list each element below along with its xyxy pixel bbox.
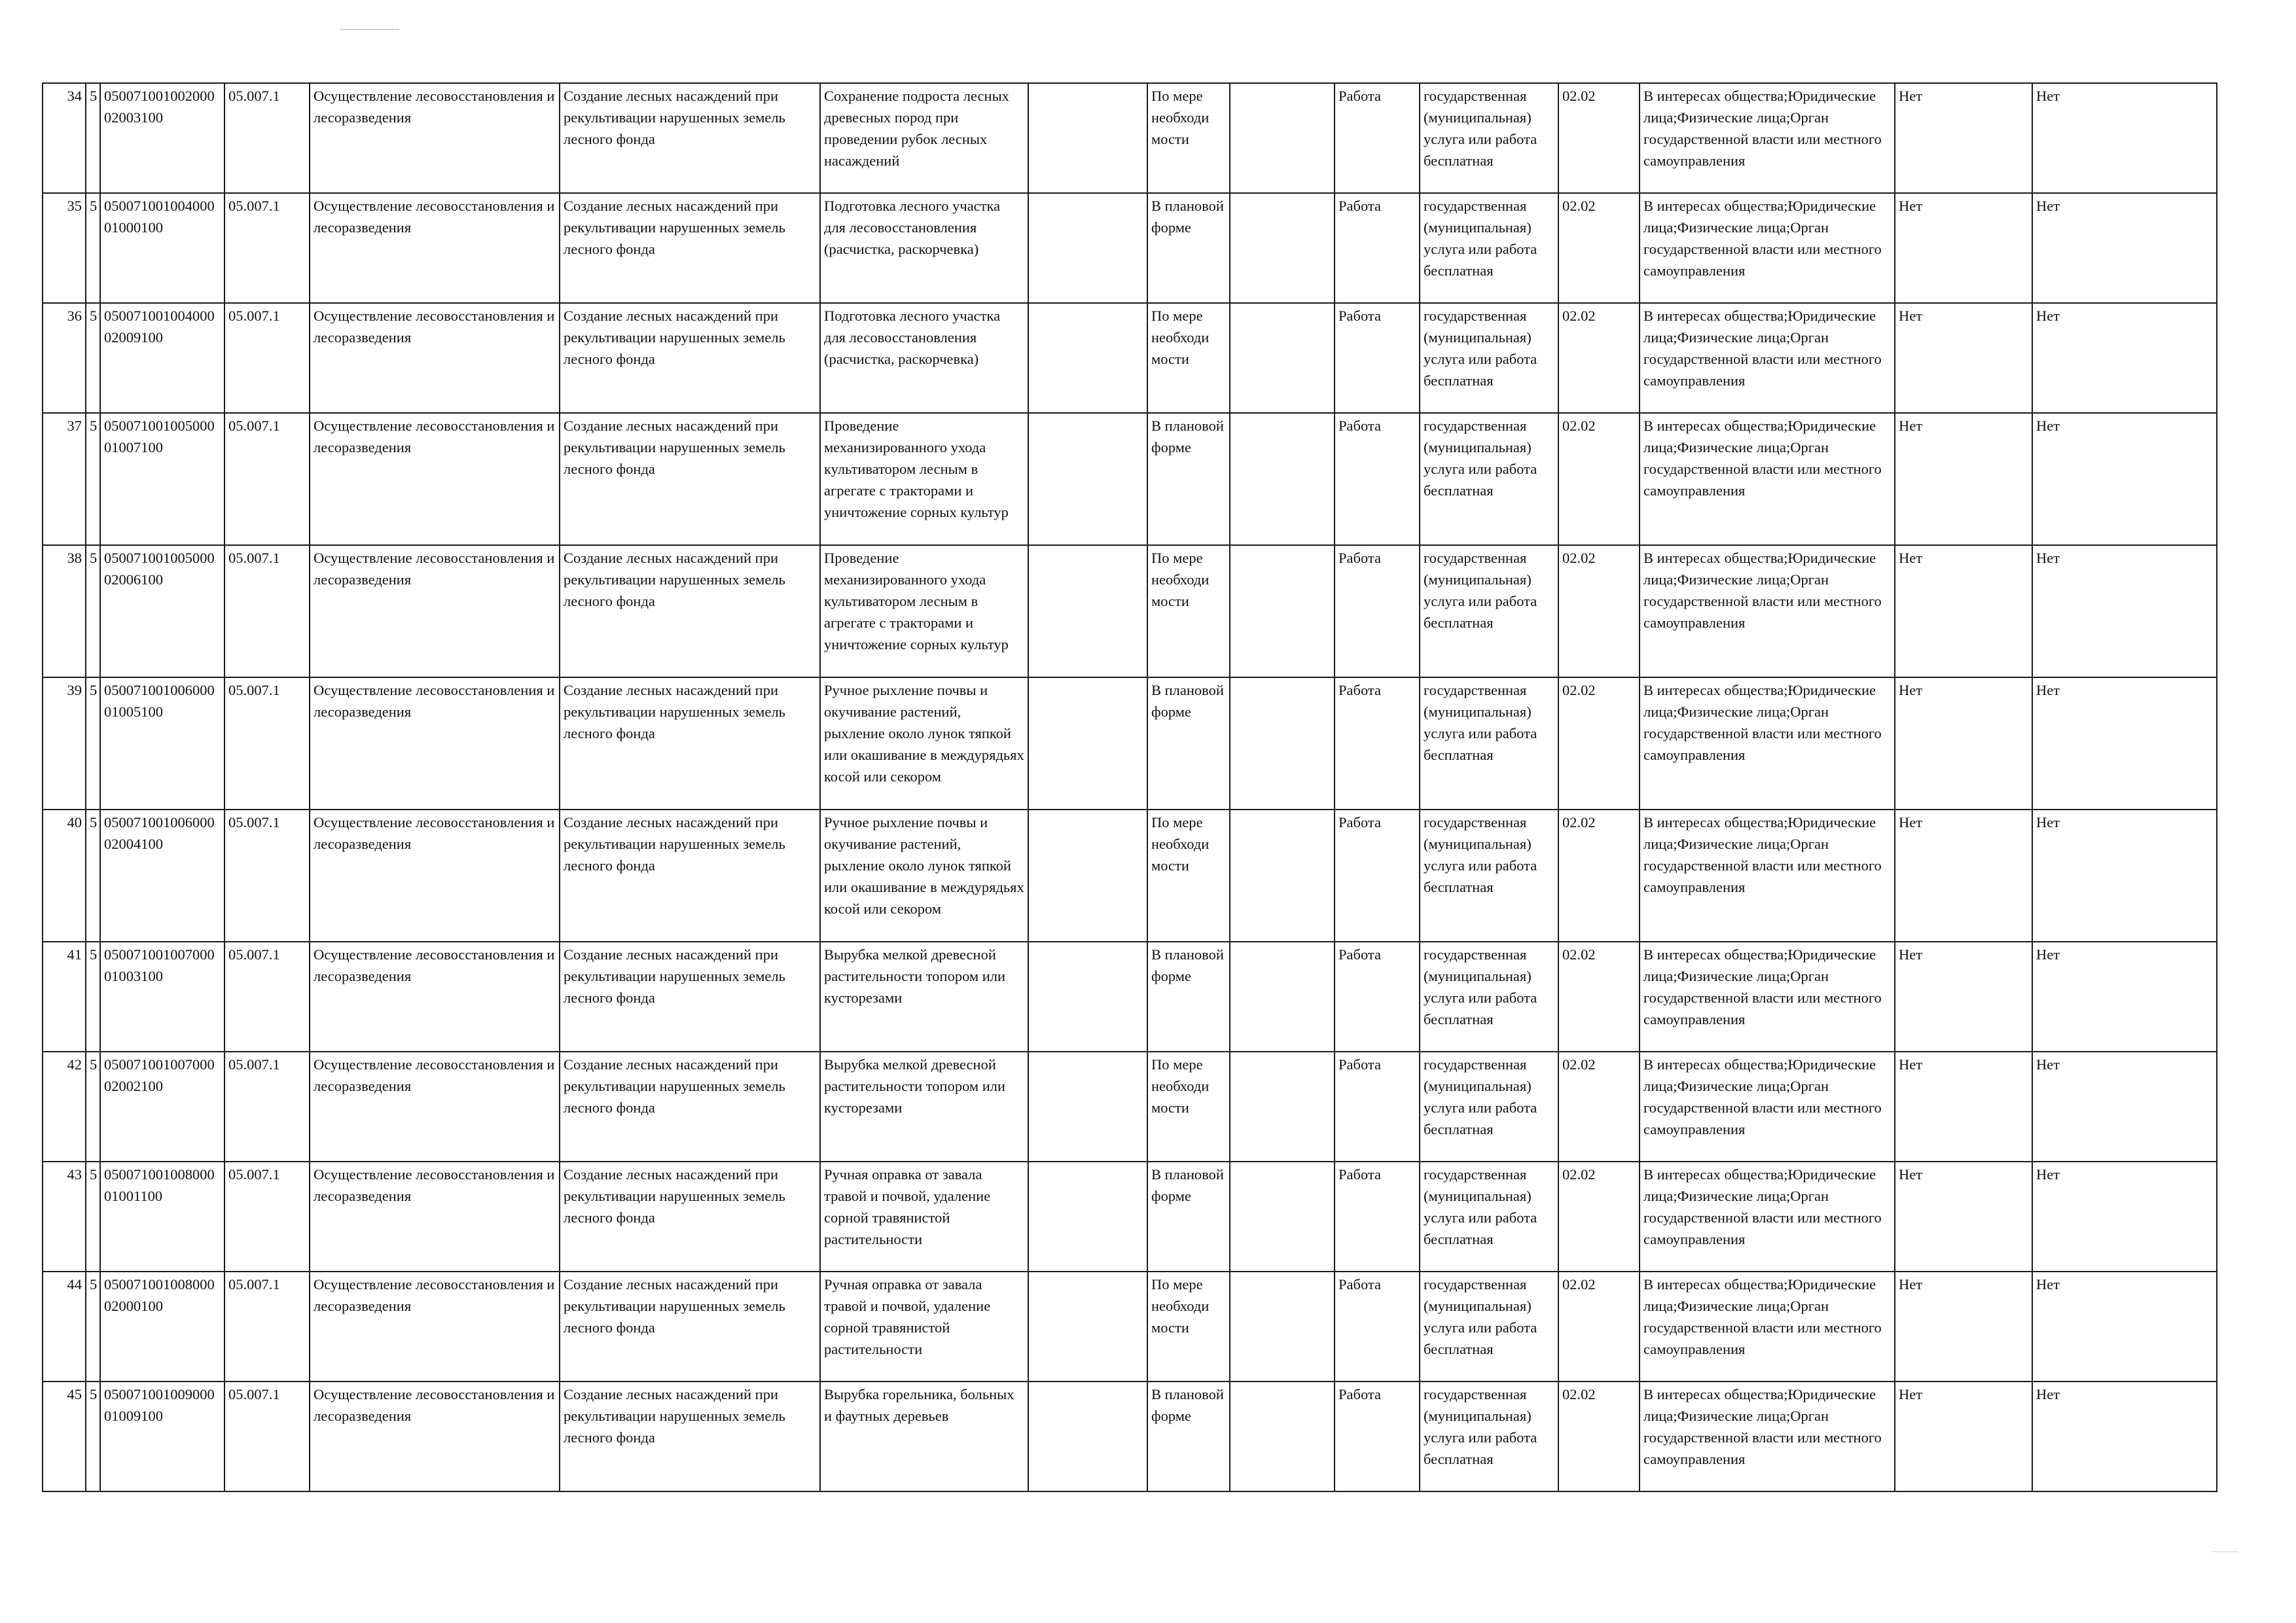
row-number: 39 <box>43 677 86 810</box>
row-level: 5 <box>86 1382 100 1491</box>
condition-cell <box>1028 545 1147 677</box>
content-secondary: Вырубка мелкой древесной растительности топором или кусторезами <box>820 942 1028 1052</box>
consumer-categories: В интересах общества;Юридические лица;Физические лица;Орган государственной власти или местного самоуправления <box>1640 413 1895 545</box>
table-row <box>43 545 2217 677</box>
condition-cell <box>1028 942 1147 1052</box>
content-secondary: Подготовка лесного участка для лесовосстановления (расчистка, раскорчевка) <box>820 193 1028 303</box>
registry-code: 05007100100800002000100 <box>100 1272 224 1382</box>
classifier-code: 02.02 <box>1558 942 1640 1052</box>
service-type: Работа <box>1335 1052 1420 1162</box>
condition-cell <box>1028 413 1147 545</box>
service-category: государственная (муниципальная) услуга или работа бесплатная <box>1420 303 1558 413</box>
row-level: 5 <box>86 413 100 545</box>
service-type: Работа <box>1335 1272 1420 1382</box>
flag-one: Нет <box>1895 677 2032 810</box>
table-row <box>43 1382 2217 1491</box>
extra-cell <box>1230 303 1335 413</box>
flag-two: Нет <box>2032 677 2217 810</box>
service-category: государственная (муниципальная) услуга или работа бесплатная <box>1420 1052 1558 1162</box>
classifier-code: 02.02 <box>1558 1382 1640 1491</box>
activity-kind: Осуществление лесовосстановления и лесоразведения <box>310 1272 560 1382</box>
content-secondary: Ручное рыхление почвы и окучивание растений, рыхление около лунок тяпкой или окашивание в междурядьях косой или секором <box>820 810 1028 942</box>
scan-mark-right <box>2212 1551 2238 1552</box>
table-row <box>43 1272 2217 1382</box>
flag-one: Нет <box>1895 303 2032 413</box>
activity-kind: Осуществление лесовосстановления и лесоразведения <box>310 942 560 1052</box>
provision-form: По мере необходи мости <box>1147 303 1230 413</box>
flag-two: Нет <box>2032 1162 2217 1272</box>
row-level: 5 <box>86 83 100 193</box>
okved-code: 05.007.1 <box>224 1162 310 1272</box>
okved-code: 05.007.1 <box>224 1382 310 1491</box>
service-category: государственная (муниципальная) услуга или работа бесплатная <box>1420 193 1558 303</box>
content-primary: Создание лесных насаждений при рекультивации нарушенных земель лесного фонда <box>560 1272 820 1382</box>
activity-kind: Осуществление лесовосстановления и лесоразведения <box>310 1052 560 1162</box>
row-number: 43 <box>43 1162 86 1272</box>
condition-cell <box>1028 83 1147 193</box>
consumer-categories: В интересах общества;Юридические лица;Физические лица;Орган государственной власти или местного самоуправления <box>1640 1052 1895 1162</box>
registry-code: 05007100100900001009100 <box>100 1382 224 1491</box>
activity-kind: Осуществление лесовосстановления и лесоразведения <box>310 193 560 303</box>
content-secondary: Вырубка мелкой древесной растительности топором или кусторезами <box>820 1052 1028 1162</box>
content-primary: Создание лесных насаждений при рекультивации нарушенных земель лесного фонда <box>560 193 820 303</box>
okved-code: 05.007.1 <box>224 810 310 942</box>
extra-cell <box>1230 677 1335 810</box>
provision-form: В плановой форме <box>1147 413 1230 545</box>
extra-cell <box>1230 83 1335 193</box>
table-row <box>43 413 2217 545</box>
activity-kind: Осуществление лесовосстановления и лесоразведения <box>310 413 560 545</box>
okved-code: 05.007.1 <box>224 677 310 810</box>
service-type: Работа <box>1335 1162 1420 1272</box>
row-level: 5 <box>86 193 100 303</box>
registry-code: 05007100100500002006100 <box>100 545 224 677</box>
flag-two: Нет <box>2032 545 2217 677</box>
provision-form: По мере необходи мости <box>1147 545 1230 677</box>
classifier-code: 02.02 <box>1558 1052 1640 1162</box>
row-level: 5 <box>86 545 100 677</box>
content-primary: Создание лесных насаждений при рекультивации нарушенных земель лесного фонда <box>560 1162 820 1272</box>
consumer-categories: В интересах общества;Юридические лица;Физические лица;Орган государственной власти или местного самоуправления <box>1640 810 1895 942</box>
condition-cell <box>1028 677 1147 810</box>
service-category: государственная (муниципальная) услуга или работа бесплатная <box>1420 942 1558 1052</box>
provision-form: В плановой форме <box>1147 1382 1230 1491</box>
service-type: Работа <box>1335 942 1420 1052</box>
table-row <box>43 810 2217 942</box>
content-primary: Создание лесных насаждений при рекультивации нарушенных земель лесного фонда <box>560 83 820 193</box>
extra-cell <box>1230 1162 1335 1272</box>
flag-two: Нет <box>2032 1272 2217 1382</box>
content-primary: Создание лесных насаждений при рекультивации нарушенных земель лесного фонда <box>560 303 820 413</box>
classifier-code: 02.02 <box>1558 810 1640 942</box>
flag-one: Нет <box>1895 810 2032 942</box>
classifier-code: 02.02 <box>1558 1162 1640 1272</box>
service-category: государственная (муниципальная) услуга или работа бесплатная <box>1420 1162 1558 1272</box>
flag-one: Нет <box>1895 83 2032 193</box>
table-row <box>43 677 2217 810</box>
provision-form: В плановой форме <box>1147 193 1230 303</box>
consumer-categories: В интересах общества;Юридические лица;Физические лица;Орган государственной власти или местного самоуправления <box>1640 303 1895 413</box>
row-number: 40 <box>43 810 86 942</box>
flag-one: Нет <box>1895 1382 2032 1491</box>
consumer-categories: В интересах общества;Юридические лица;Физические лица;Орган государственной власти или местного самоуправления <box>1640 83 1895 193</box>
condition-cell <box>1028 1272 1147 1382</box>
row-number: 35 <box>43 193 86 303</box>
content-secondary: Подготовка лесного участка для лесовосстановления (расчистка, раскорчевка) <box>820 303 1028 413</box>
classifier-code: 02.02 <box>1558 545 1640 677</box>
table-row <box>43 303 2217 413</box>
content-secondary: Проведение механизированного ухода культиватором лесным в агрегате с тракторами и уничтожение сорных культур <box>820 413 1028 545</box>
okved-code: 05.007.1 <box>224 942 310 1052</box>
registry-code: 05007100100400002009100 <box>100 303 224 413</box>
activity-kind: Осуществление лесовосстановления и лесоразведения <box>310 545 560 677</box>
table-row <box>43 193 2217 303</box>
flag-two: Нет <box>2032 1382 2217 1491</box>
extra-cell <box>1230 193 1335 303</box>
condition-cell <box>1028 303 1147 413</box>
table-row <box>43 1162 2217 1272</box>
extra-cell <box>1230 1052 1335 1162</box>
flag-two: Нет <box>2032 193 2217 303</box>
row-number: 45 <box>43 1382 86 1491</box>
registry-code: 05007100100600001005100 <box>100 677 224 810</box>
flag-one: Нет <box>1895 1052 2032 1162</box>
content-primary: Создание лесных насаждений при рекультивации нарушенных земель лесного фонда <box>560 677 820 810</box>
classifier-code: 02.02 <box>1558 83 1640 193</box>
condition-cell <box>1028 1162 1147 1272</box>
content-secondary: Вырубка горельника, больных и фаутных деревьев <box>820 1382 1028 1491</box>
extra-cell <box>1230 810 1335 942</box>
provision-form: По мере необходи мости <box>1147 83 1230 193</box>
registry-code: 05007100100500001007100 <box>100 413 224 545</box>
content-secondary: Ручное рыхление почвы и окучивание растений, рыхление около лунок тяпкой или окашивание в междурядьях косой или секором <box>820 677 1028 810</box>
okved-code: 05.007.1 <box>224 83 310 193</box>
service-category: государственная (муниципальная) услуга или работа бесплатная <box>1420 810 1558 942</box>
registry-code: 05007100100800001001100 <box>100 1162 224 1272</box>
flag-two: Нет <box>2032 810 2217 942</box>
registry-table-body <box>43 83 2217 1491</box>
row-number: 37 <box>43 413 86 545</box>
consumer-categories: В интересах общества;Юридические лица;Физические лица;Орган государственной власти или местного самоуправления <box>1640 1162 1895 1272</box>
registry-code: 05007100100600002004100 <box>100 810 224 942</box>
flag-one: Нет <box>1895 545 2032 677</box>
flag-one: Нет <box>1895 942 2032 1052</box>
row-number: 38 <box>43 545 86 677</box>
content-primary: Создание лесных насаждений при рекультивации нарушенных земель лесного фонда <box>560 545 820 677</box>
row-level: 5 <box>86 810 100 942</box>
condition-cell <box>1028 810 1147 942</box>
provision-form: В плановой форме <box>1147 677 1230 810</box>
classifier-code: 02.02 <box>1558 1272 1640 1382</box>
service-type: Работа <box>1335 1382 1420 1491</box>
okved-code: 05.007.1 <box>224 193 310 303</box>
consumer-categories: В интересах общества;Юридические лица;Физические лица;Орган государственной власти или местного самоуправления <box>1640 942 1895 1052</box>
content-secondary: Проведение механизированного ухода культиватором лесным в агрегате с тракторами и уничтожение сорных культур <box>820 545 1028 677</box>
content-secondary: Ручная оправка от завала травой и почвой, удаление сорной травянистой растительности <box>820 1272 1028 1382</box>
service-category: государственная (муниципальная) услуга или работа бесплатная <box>1420 677 1558 810</box>
registry-code: 05007100100700002002100 <box>100 1052 224 1162</box>
table-row <box>43 942 2217 1052</box>
row-level: 5 <box>86 303 100 413</box>
okved-code: 05.007.1 <box>224 1052 310 1162</box>
activity-kind: Осуществление лесовосстановления и лесоразведения <box>310 810 560 942</box>
flag-two: Нет <box>2032 1052 2217 1162</box>
condition-cell <box>1028 1382 1147 1491</box>
classifier-code: 02.02 <box>1558 303 1640 413</box>
flag-one: Нет <box>1895 413 2032 545</box>
service-type: Работа <box>1335 303 1420 413</box>
service-type: Работа <box>1335 413 1420 545</box>
extra-cell <box>1230 413 1335 545</box>
flag-one: Нет <box>1895 1272 2032 1382</box>
service-category: государственная (муниципальная) услуга или работа бесплатная <box>1420 1272 1558 1382</box>
row-number: 44 <box>43 1272 86 1382</box>
okved-code: 05.007.1 <box>224 1272 310 1382</box>
provision-form: В плановой форме <box>1147 942 1230 1052</box>
classifier-code: 02.02 <box>1558 677 1640 810</box>
activity-kind: Осуществление лесовосстановления и лесоразведения <box>310 1162 560 1272</box>
condition-cell <box>1028 193 1147 303</box>
consumer-categories: В интересах общества;Юридические лица;Физические лица;Орган государственной власти или местного самоуправления <box>1640 545 1895 677</box>
condition-cell <box>1028 1052 1147 1162</box>
registry-code: 05007100100200002003100 <box>100 83 224 193</box>
activity-kind: Осуществление лесовосстановления и лесоразведения <box>310 83 560 193</box>
provision-form: По мере необходи мости <box>1147 1272 1230 1382</box>
row-level: 5 <box>86 1272 100 1382</box>
row-level: 5 <box>86 1162 100 1272</box>
content-primary: Создание лесных насаждений при рекультивации нарушенных земель лесного фонда <box>560 413 820 545</box>
flag-one: Нет <box>1895 193 2032 303</box>
registry-code: 05007100100700001003100 <box>100 942 224 1052</box>
flag-one: Нет <box>1895 1162 2032 1272</box>
content-secondary: Сохранение подроста лесных древесных пород при проведении рубок лесных насаждений <box>820 83 1028 193</box>
provision-form: По мере необходи мости <box>1147 1052 1230 1162</box>
flag-two: Нет <box>2032 413 2217 545</box>
service-category: государственная (муниципальная) услуга или работа бесплатная <box>1420 83 1558 193</box>
row-level: 5 <box>86 677 100 810</box>
okved-code: 05.007.1 <box>224 545 310 677</box>
row-number: 41 <box>43 942 86 1052</box>
content-secondary: Ручная оправка от завала травой и почвой, удаление сорной травянистой растительности <box>820 1162 1028 1272</box>
content-primary: Создание лесных насаждений при рекультивации нарушенных земель лесного фонда <box>560 810 820 942</box>
consumer-categories: В интересах общества;Юридические лица;Физические лица;Орган государственной власти или местного самоуправления <box>1640 1272 1895 1382</box>
activity-kind: Осуществление лесовосстановления и лесоразведения <box>310 677 560 810</box>
table-row <box>43 1052 2217 1162</box>
registry-code: 05007100100400001000100 <box>100 193 224 303</box>
registry-table <box>42 82 2217 1492</box>
service-type: Работа <box>1335 677 1420 810</box>
row-number: 42 <box>43 1052 86 1162</box>
service-category: государственная (муниципальная) услуга или работа бесплатная <box>1420 545 1558 677</box>
flag-two: Нет <box>2032 83 2217 193</box>
service-category: государственная (муниципальная) услуга или работа бесплатная <box>1420 1382 1558 1491</box>
classifier-code: 02.02 <box>1558 413 1640 545</box>
row-level: 5 <box>86 942 100 1052</box>
extra-cell <box>1230 1272 1335 1382</box>
content-primary: Создание лесных насаждений при рекультивации нарушенных земель лесного фонда <box>560 942 820 1052</box>
activity-kind: Осуществление лесовосстановления и лесоразведения <box>310 303 560 413</box>
scan-mark-top <box>340 29 399 30</box>
okved-code: 05.007.1 <box>224 413 310 545</box>
okved-code: 05.007.1 <box>224 303 310 413</box>
extra-cell <box>1230 942 1335 1052</box>
content-primary: Создание лесных насаждений при рекультивации нарушенных земель лесного фонда <box>560 1052 820 1162</box>
activity-kind: Осуществление лесовосстановления и лесоразведения <box>310 1382 560 1491</box>
service-type: Работа <box>1335 83 1420 193</box>
service-type: Работа <box>1335 193 1420 303</box>
provision-form: По мере необходи мости <box>1147 810 1230 942</box>
classifier-code: 02.02 <box>1558 193 1640 303</box>
consumer-categories: В интересах общества;Юридические лица;Физические лица;Орган государственной власти или местного самоуправления <box>1640 677 1895 810</box>
row-number: 36 <box>43 303 86 413</box>
extra-cell <box>1230 1382 1335 1491</box>
consumer-categories: В интересах общества;Юридические лица;Физические лица;Орган государственной власти или местного самоуправления <box>1640 193 1895 303</box>
row-level: 5 <box>86 1052 100 1162</box>
service-type: Работа <box>1335 545 1420 677</box>
flag-two: Нет <box>2032 942 2217 1052</box>
flag-two: Нет <box>2032 303 2217 413</box>
provision-form: В плановой форме <box>1147 1162 1230 1272</box>
consumer-categories: В интересах общества;Юридические лица;Физические лица;Орган государственной власти или местного самоуправления <box>1640 1382 1895 1491</box>
content-primary: Создание лесных насаждений при рекультивации нарушенных земель лесного фонда <box>560 1382 820 1491</box>
service-category: государственная (муниципальная) услуга или работа бесплатная <box>1420 413 1558 545</box>
table-row <box>43 83 2217 193</box>
service-type: Работа <box>1335 810 1420 942</box>
extra-cell <box>1230 545 1335 677</box>
row-number: 34 <box>43 83 86 193</box>
